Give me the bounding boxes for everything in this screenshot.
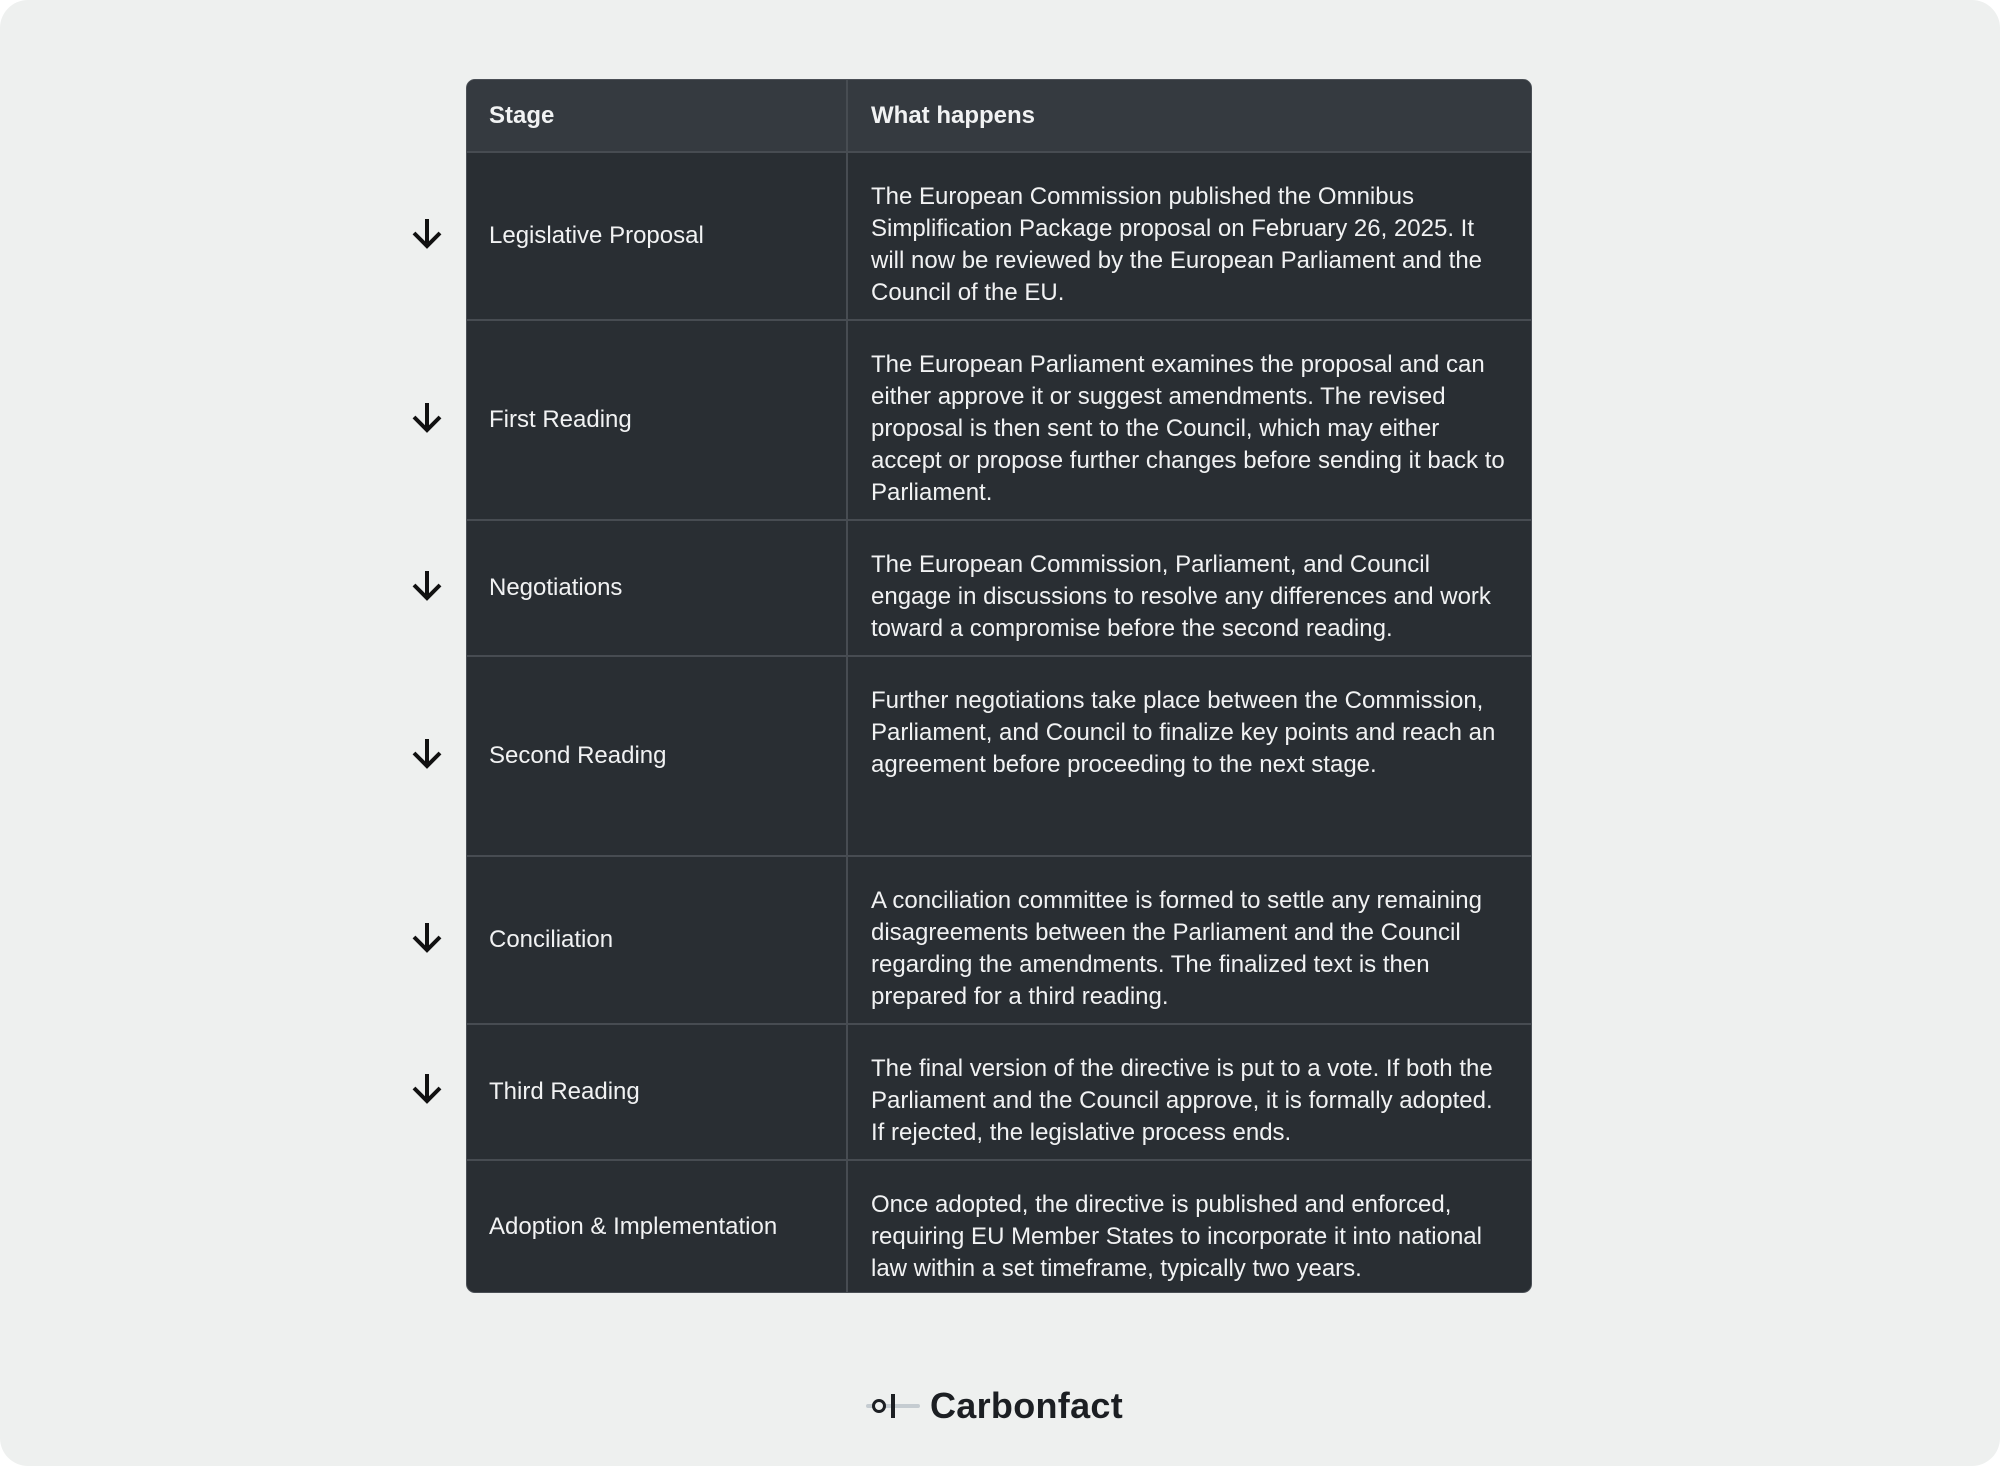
description-cell: The European Commission, Parliament, and Council engage in discussions to resolve any differences and work toward a compromise before the second reading. bbox=[871, 551, 1491, 642]
table-row bbox=[467, 1023, 1531, 1159]
description-cell: The European Commission published the Omnibus Simplification Package proposal on February 26, 2025. It will now be reviewed by the European Parliament and the Council of the EU. bbox=[871, 183, 1483, 306]
header-what-happens: What happens bbox=[871, 101, 1036, 129]
table-row bbox=[467, 855, 1531, 1023]
carbonfact-logo-icon bbox=[866, 1390, 920, 1422]
description-cell: Further negotiations take place between the Commission, Parliament, and Council to finalize key points and reach an agreement before proceeding to the next stage. bbox=[871, 687, 1496, 778]
stage-cell: Legislative Proposal bbox=[467, 153, 848, 319]
brand-logo bbox=[866, 1380, 1123, 1432]
table-row bbox=[467, 519, 1531, 655]
table-header-row bbox=[467, 80, 1531, 151]
table-row bbox=[467, 151, 1531, 319]
description-cell: Once adopted, the directive is published and enforced, requiring EU Member States to incorporate it into national law within a set timeframe, typically two years. bbox=[871, 1191, 1482, 1282]
stage-cell: Third Reading bbox=[467, 1025, 848, 1159]
arrow-down-icon bbox=[410, 401, 444, 435]
stage-cell: First Reading bbox=[467, 321, 848, 519]
legislative-stages-table bbox=[466, 79, 1532, 1293]
stage-cell: Adoption & Implementation bbox=[467, 1161, 848, 1292]
table-row bbox=[467, 319, 1531, 519]
stage-cell: Conciliation bbox=[467, 857, 848, 1023]
arrow-down-icon bbox=[410, 737, 444, 771]
table-row bbox=[467, 655, 1531, 855]
header-stage: Stage bbox=[467, 80, 848, 151]
brand-name: Carbonfact bbox=[930, 1385, 1124, 1426]
description-cell: A conciliation committee is formed to settle any remaining disagreements between the Parliament and the Council regarding the amendments. The finalized text is then prepared for a third reading. bbox=[871, 887, 1482, 1010]
table-row bbox=[467, 1159, 1531, 1292]
arrow-down-icon bbox=[410, 217, 444, 251]
description-cell: The final version of the directive is put to a vote. If both the Parliament and the Council approve, it is formally adopted. If rejected, the legislative process ends. bbox=[871, 1055, 1493, 1146]
stage-cell: Negotiations bbox=[467, 521, 848, 655]
stage-cell: Second Reading bbox=[467, 657, 848, 855]
arrow-down-icon bbox=[410, 921, 444, 955]
description-cell: The European Parliament examines the proposal and can either approve it or suggest amendments. The revised proposal is then sent to the Council, which may either accept or propose further changes before sending it back to Parliament. bbox=[871, 351, 1505, 506]
arrow-down-icon bbox=[410, 1072, 444, 1106]
arrow-down-icon bbox=[410, 569, 444, 603]
